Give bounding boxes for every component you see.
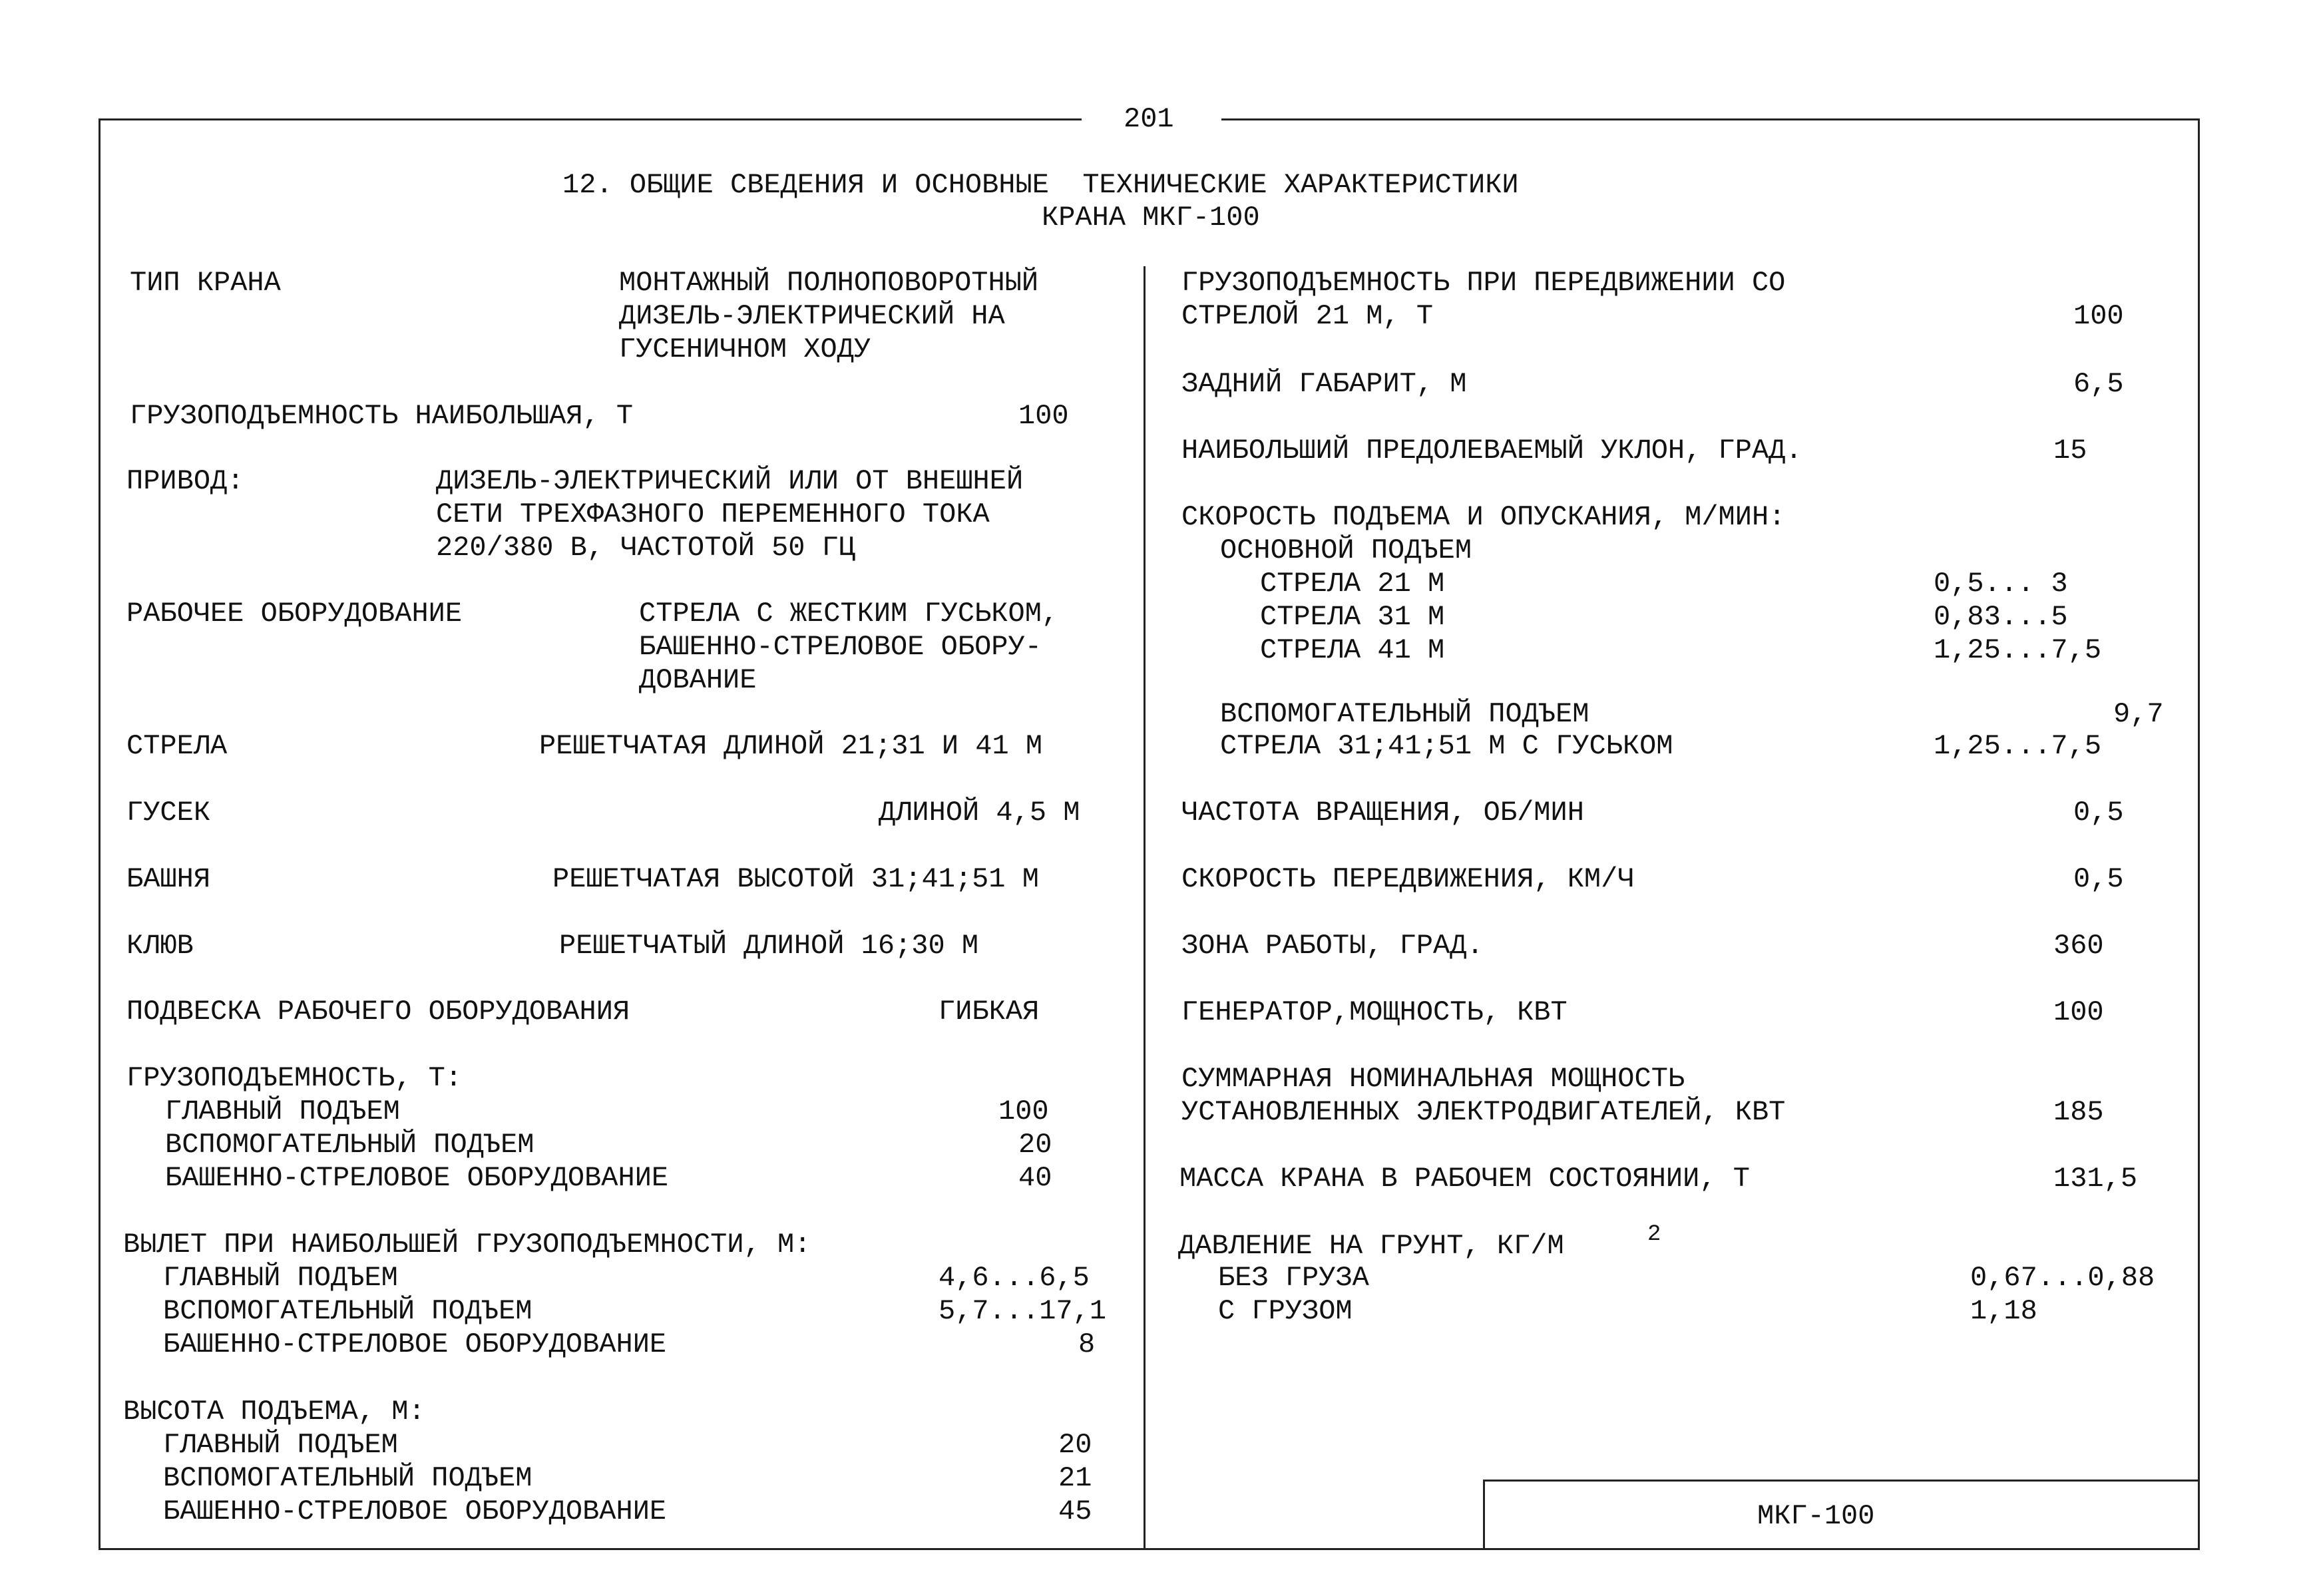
reach-aux-value: 5,7...17,1: [939, 1295, 1107, 1327]
drive-line-1: ДИЗЕЛЬ-ЭЛЕКТРИЧЕСКИЙ ИЛИ ОТ ВНЕШНЕЙ: [436, 465, 1024, 497]
hoist-boom-31-label: СТРЕЛА 31 М: [1260, 601, 1445, 633]
travel-capacity-value: 100: [2073, 300, 2124, 332]
crane-type-line-3: ГУСЕНИЧНОМ ХОДУ: [619, 333, 871, 365]
frame-bottom-line: [99, 1548, 2200, 1550]
hoist-aux-label: ВСПОМОГАТЕЛЬНЫЙ ПОДЪЕМ: [1220, 698, 1589, 730]
beak-label: КЛЮВ: [126, 930, 194, 962]
reach-aux-label: ВСПОМОГАТЕЛЬНЫЙ ПОДЪЕМ: [163, 1295, 532, 1327]
height-main-value: 20: [1058, 1429, 1092, 1461]
travel-speed-value: 0,5: [2073, 863, 2124, 895]
reach-section-label: ВЫЛЕТ ПРИ НАИБОЛЬШЕЙ ГРУЗОПОДЪЕМНОСТИ, М:: [123, 1229, 811, 1261]
work-zone-label: ЗОНА РАБОТЫ, ГРАД.: [1181, 930, 1484, 962]
generator-value: 100: [2053, 996, 2104, 1028]
equipment-line-2: БАШЕННО-СТРЕЛОВОЕ ОБОРУ-: [639, 631, 1042, 663]
reach-main-value: 4,6...6,5: [939, 1262, 1090, 1294]
rotation-value: 0,5: [2073, 797, 2124, 829]
reach-main-label: ГЛАВНЫЙ ПОДЪЕМ: [163, 1262, 398, 1294]
hoist-aux-boom-value: 1,25...7,5: [1934, 730, 2102, 762]
mass-value: 131,5: [2053, 1163, 2138, 1195]
total-power-line-2: УСТАНОВЛЕННЫХ ЭЛЕКТРОДВИГАТЕЛЕЙ, КВТ: [1181, 1096, 1786, 1128]
pressure-load-label: С ГРУЗОМ: [1218, 1295, 1353, 1327]
hoist-boom-21-label: СТРЕЛА 21 М: [1260, 568, 1445, 600]
mass-label: МАССА КРАНА В РАБОЧЕМ СОСТОЯНИИ, Т: [1179, 1163, 1750, 1195]
max-slope-value: 15: [2053, 435, 2087, 467]
page-number: 201: [1124, 103, 1174, 135]
rear-clearance-value: 6,5: [2073, 368, 2124, 400]
height-tower-value: 45: [1058, 1496, 1092, 1527]
beak-value: РЕШЕТЧАТЫЙ ДЛИНОЙ 16;30 М: [559, 930, 979, 962]
drive-line-2: СЕТИ ТРЕХФАЗНОГО ПЕРЕМЕННОГО ТОКА: [436, 499, 990, 530]
generator-label: ГЕНЕРАТОР,МОЩНОСТЬ, КВТ: [1181, 996, 1568, 1028]
tower-value: РЕШЕТЧАТАЯ ВЫСОТОЙ 31;41;51 М: [552, 863, 1039, 895]
max-capacity-value: 100: [1018, 400, 1069, 432]
pressure-load-value: 1,18: [1970, 1295, 2037, 1327]
suspension-label: ПОДВЕСКА РАБОЧЕГО ОБОРУДОВАНИЯ: [126, 996, 630, 1028]
height-main-label: ГЛАВНЫЙ ПОДЪЕМ: [163, 1429, 398, 1461]
frame-top-right-line: [1221, 118, 2200, 120]
ground-pressure-superscript: 2: [1647, 1222, 1661, 1247]
hoist-speed-label: СКОРОСТЬ ПОДЪЕМА И ОПУСКАНИЯ, М/МИН:: [1181, 501, 1786, 533]
total-power-value: 185: [2053, 1096, 2104, 1128]
height-tower-label: БАШЕННО-СТРЕЛОВОЕ ОБОРУДОВАНИЕ: [163, 1496, 667, 1527]
equipment-line-3: ДОВАНИЕ: [639, 664, 757, 696]
crane-type-line-1: МОНТАЖНЫЙ ПОЛНОПОВОРОТНЫЙ: [619, 267, 1039, 299]
max-capacity-label: ГРУЗОПОДЪЕМНОСТЬ НАИБОЛЬШАЯ, Т: [130, 400, 634, 432]
boom-value: РЕШЕТЧАТАЯ ДЛИНОЙ 21;31 И 41 М: [539, 730, 1043, 762]
hoist-boom-41-value: 1,25...7,5: [1934, 634, 2102, 666]
hoist-boom-41-label: СТРЕЛА 41 М: [1260, 634, 1445, 666]
boom-label: СТРЕЛА: [126, 730, 228, 762]
page-title-line-1: 12. ОБЩИЕ СВЕДЕНИЯ И ОСНОВНЫЕ ТЕХНИЧЕСКИЕ ХАРАКТЕРИСТИКИ: [562, 169, 1519, 201]
height-aux-value: 21: [1058, 1462, 1092, 1494]
reach-tower-value: 8: [1078, 1328, 1096, 1360]
total-power-line-1: СУММАРНАЯ НОМИНАЛЬНАЯ МОЩНОСТЬ: [1181, 1063, 1685, 1095]
tower-label: БАШНЯ: [126, 863, 211, 895]
travel-capacity-line-1: ГРУЗОПОДЪЕМНОСТЬ ПРИ ПЕРЕДВИЖЕНИИ СО: [1181, 267, 1786, 299]
crane-type-line-2: ДИЗЕЛЬ-ЭЛЕКТРИЧЕСКИЙ НА: [619, 300, 1005, 332]
rotation-label: ЧАСТОТА ВРАЩЕНИЯ, ОБ/МИН: [1181, 797, 1584, 829]
capacity-tower-label: БАШЕННО-СТРЕЛОВОЕ ОБОРУДОВАНИЕ: [165, 1162, 669, 1194]
work-zone-value: 360: [2053, 930, 2104, 962]
stamp-left-line: [1483, 1480, 1485, 1549]
column-divider-line: [1144, 266, 1146, 1549]
frame-left-line: [99, 118, 101, 1549]
capacity-main-label: ГЛАВНЫЙ ПОДЪЕМ: [165, 1096, 400, 1127]
rear-clearance-label: ЗАДНИЙ ГАБАРИТ, М: [1181, 368, 1467, 400]
suspension-value: ГИБКАЯ: [939, 996, 1040, 1028]
frame-right-line: [2198, 118, 2200, 1549]
capacity-tower-value: 40: [1018, 1162, 1052, 1194]
capacity-section-label: ГРУЗОПОДЪЕМНОСТЬ, Т:: [126, 1062, 463, 1094]
pressure-no-load-value: 0,67...0,88: [1970, 1262, 2155, 1294]
hoist-main-label: ОСНОВНОЙ ПОДЪЕМ: [1220, 534, 1472, 566]
equipment-line-1: СТРЕЛА С ЖЕСТКИМ ГУСЬКОМ,: [639, 598, 1059, 630]
reach-tower-label: БАШЕННО-СТРЕЛОВОЕ ОБОРУДОВАНИЕ: [163, 1328, 667, 1360]
hoist-boom-31-value: 0,83...5: [1934, 601, 2068, 633]
jib-label: ГУСЕК: [126, 797, 211, 829]
hoist-aux-boom-label: СТРЕЛА 31;41;51 М С ГУСЬКОМ: [1220, 730, 1673, 762]
ground-pressure-label: ДАВЛЕНИЕ НА ГРУНТ, КГ/М: [1178, 1230, 1564, 1262]
height-aux-label: ВСПОМОГАТЕЛЬНЫЙ ПОДЪЕМ: [163, 1462, 532, 1494]
drive-line-3: 220/380 В, ЧАСТОТОЙ 50 ГЦ: [436, 532, 856, 564]
page-title-line-2: КРАНА МКГ-100: [1042, 202, 1260, 234]
capacity-main-value: 100: [998, 1096, 1049, 1127]
hoist-boom-21-value: 0,5... 3: [1934, 568, 2068, 600]
crane-type-label: ТИП КРАНА: [130, 267, 281, 299]
capacity-aux-label: ВСПОМОГАТЕЛЬНЫЙ ПОДЪЕМ: [165, 1129, 534, 1161]
capacity-aux-value: 20: [1018, 1129, 1052, 1161]
travel-speed-label: СКОРОСТЬ ПЕРЕДВИЖЕНИЯ, КМ/Ч: [1181, 863, 1635, 895]
stamp-top-line: [1483, 1480, 2200, 1482]
drive-label: ПРИВОД:: [126, 465, 244, 497]
pressure-no-load-label: БЕЗ ГРУЗА: [1218, 1262, 1369, 1294]
frame-top-left-line: [100, 118, 1082, 120]
travel-capacity-line-2: СТРЕЛОЙ 21 М, Т: [1181, 300, 1434, 332]
equipment-label: РАБОЧЕЕ ОБОРУДОВАНИЕ: [126, 598, 463, 630]
hoist-aux-value: 9,7: [2113, 698, 2164, 730]
jib-value: ДЛИНОЙ 4,5 М: [879, 797, 1080, 829]
stamp-code: МКГ-100: [1757, 1500, 1875, 1532]
height-section-label: ВЫСОТА ПОДЪЕМА, М:: [123, 1396, 425, 1428]
max-slope-label: НАИБОЛЬШИЙ ПРЕДОЛЕВАЕМЫЙ УКЛОН, ГРАД.: [1181, 435, 1802, 467]
